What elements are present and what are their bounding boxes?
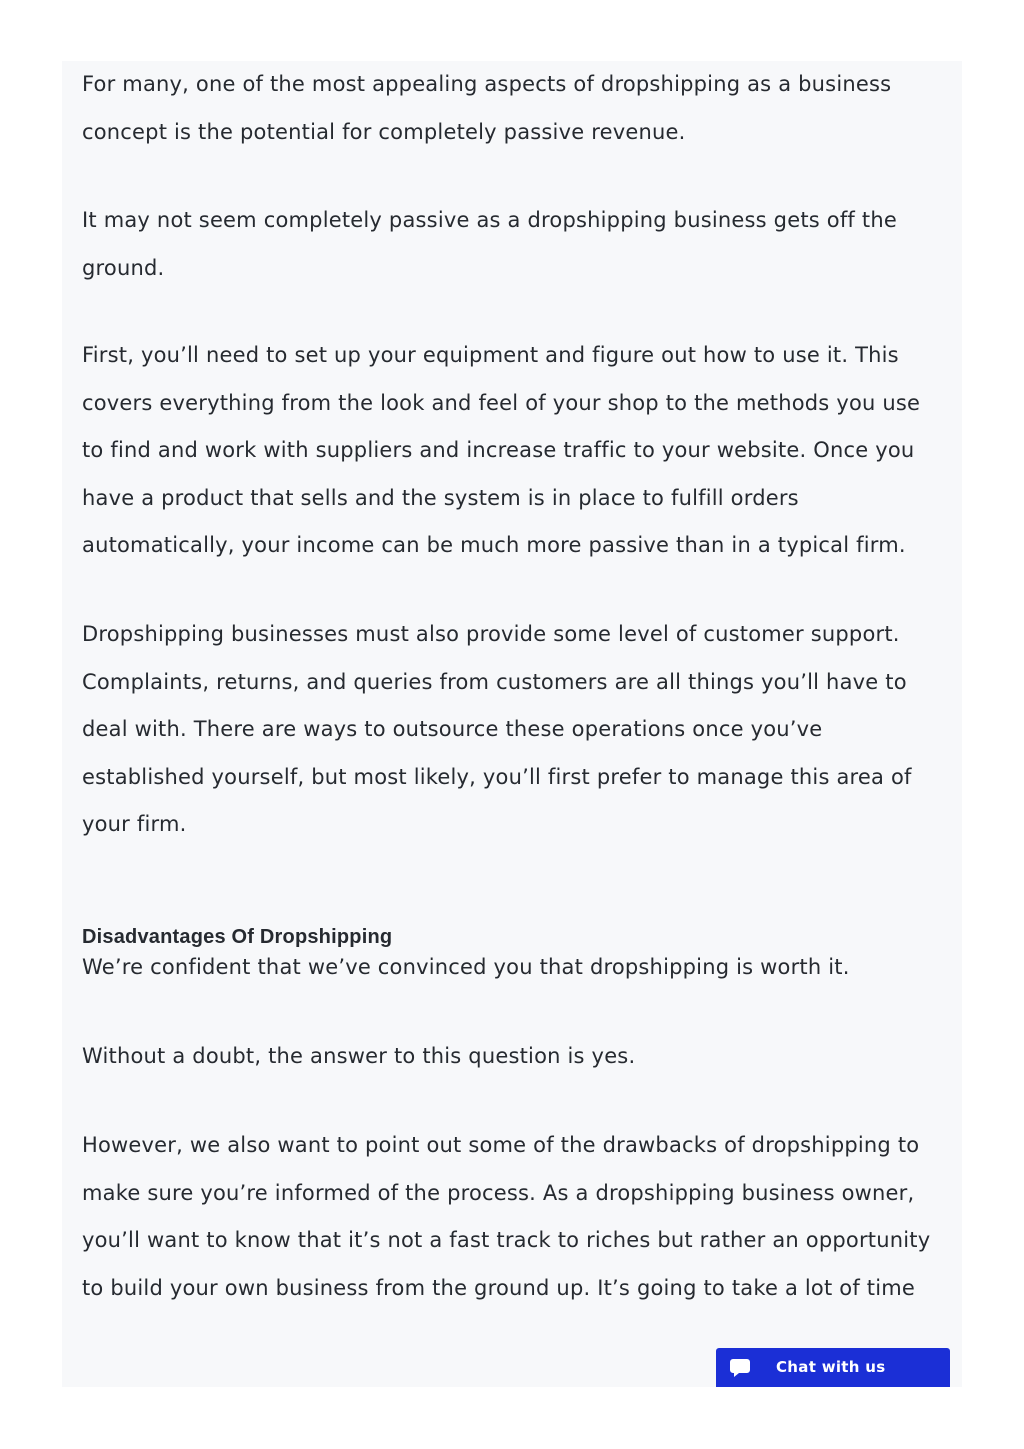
section-heading-disadvantages: Disadvantages Of Dropshipping — [82, 926, 393, 948]
chat-bubble-icon — [729, 1357, 751, 1379]
paragraph-customer-support: Dropshipping businesses must also provide some level of customer support. Complaints, returns, and queries from customers are all things you’ll have to deal with. There are ways to outsource these operations once you’ve established yourself, but most likely, you’ll first prefer to manage this area of your firm. — [82, 622, 912, 837]
chat-with-us-button[interactable] — [716, 1348, 950, 1387]
paragraph-answer-yes: Without a doubt, the answer to this question is yes. — [82, 1044, 636, 1068]
paragraph-passive-revenue: For many, one of the most appealing aspects of dropshipping as a business concept is the potential for completely passive revenue. — [82, 72, 892, 144]
chat-button-label: Chat with us — [776, 1358, 886, 1376]
document-page — [62, 61, 962, 1387]
paragraph-drawbacks: However, we also want to point out some of the drawbacks of dropshipping to make sure you’re informed of the process. As a dropshipping business owner, you’ll want to know that it’s not a fast track to riches but rather an opportunity to build your own business from the ground up. It’s going to take a lot of time — [82, 1133, 931, 1300]
paragraph-not-completely-passive: It may not seem completely passive as a dropshipping business gets off the ground. — [82, 208, 897, 280]
paragraph-setup-equipment: First, you’ll need to set up your equipment and figure out how to use it. This covers everything from the look and feel of your shop to the methods you use to find and work with suppliers and increase traffic to your website. Once you have a product that sells and the system is in place to fulfill orders automatically, your income can be much more passive than in a typical firm. — [82, 343, 921, 558]
paragraph-confident: We’re confident that we’ve convinced you that dropshipping is worth it. — [82, 955, 850, 979]
